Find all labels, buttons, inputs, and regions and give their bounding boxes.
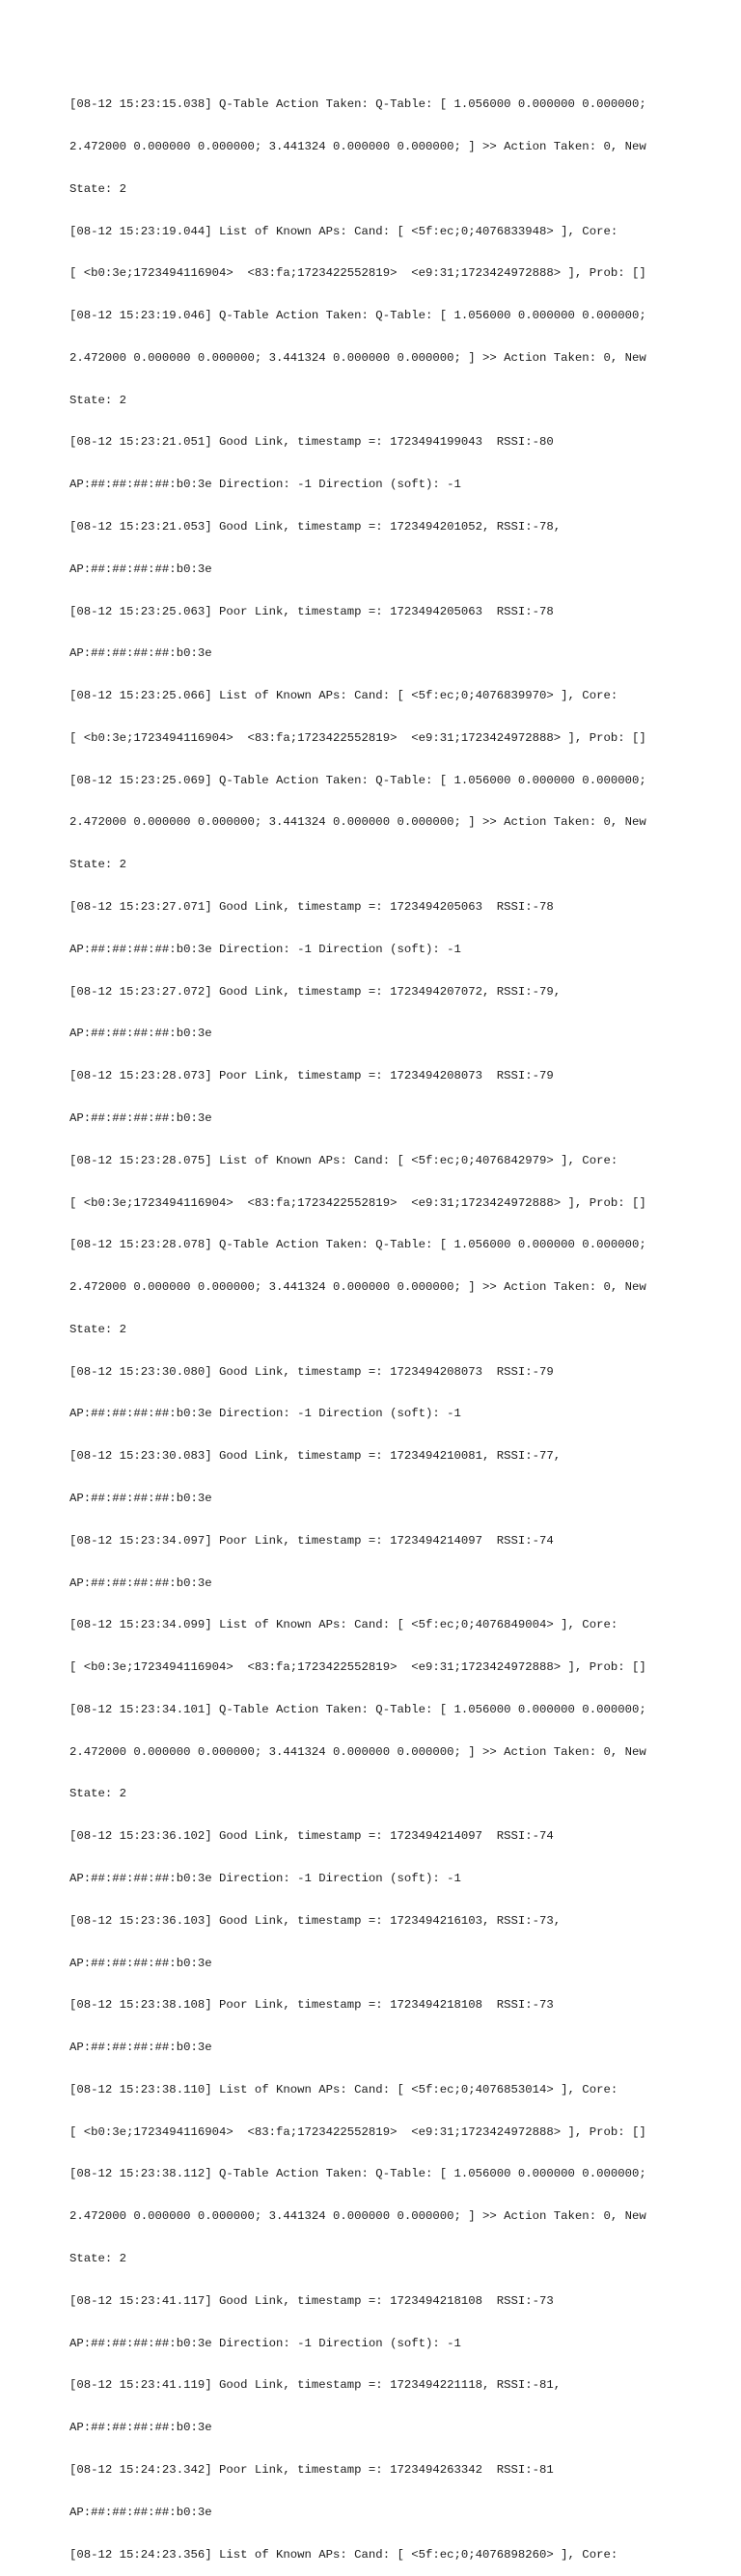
- log-line-15: [08-12 15:23:25.066] List of Known APs: Cand: [ <5f:ec;0;4076839970> ], Core:: [69, 689, 618, 703]
- log-line-29: 2.472000 0.000000 0.000000; 3.441324 0.000000 0.000000; ] >> Action Taken: 0, New: [69, 1280, 646, 1295]
- log-line-56: AP:##:##:##:##:b0:3e: [69, 2421, 212, 2435]
- log-line-3: State: 2: [69, 181, 127, 196]
- log-line-48: [08-12 15:23:38.110] List of Known APs: Cand: [ <5f:ec;0;4076853014> ], Core:: [69, 2082, 618, 2096]
- log-line-37: [08-12 15:23:34.099] List of Known APs: Cand: [ <5f:ec;0;4076849004> ], Core:: [69, 1618, 618, 1632]
- log-line-10: AP:##:##:##:##:b0:3e Direction: -1 Direction (soft): -1: [69, 478, 461, 492]
- log-line-5: [ <b0:3e;1723494116904> <83:fa;1723422552819> <e9:31;1723424972888> ], Prob: []: [69, 266, 646, 281]
- log-line-58: AP:##:##:##:##:b0:3e: [69, 2505, 212, 2519]
- log-line-38: [ <b0:3e;1723494116904> <83:fa;1723422552819> <e9:31;1723424972888> ], Prob: []: [69, 1660, 646, 1675]
- log-document: [69, 69, 687, 2576]
- log-line-55: [08-12 15:23:41.119] Good Link, timestamp =: 1723494221118, RSSI:-81,: [69, 2378, 562, 2393]
- log-line-18: 2.472000 0.000000 0.000000; 3.441324 0.000000 0.000000; ] >> Action Taken: 0, New: [69, 815, 646, 830]
- log-line-33: [08-12 15:23:30.083] Good Link, timestamp =: 1723494210081, RSSI:-77,: [69, 1449, 562, 1464]
- log-line-25: AP:##:##:##:##:b0:3e: [69, 1110, 212, 1125]
- log-line-11: [08-12 15:23:21.053] Good Link, timestamp =: 1723494201052, RSSI:-78,: [69, 520, 562, 534]
- log-line-24: [08-12 15:23:28.073] Poor Link, timestamp =: 1723494208073 RSSI:-79: [69, 1069, 554, 1083]
- log-line-51: 2.472000 0.000000 0.000000; 3.441324 0.000000 0.000000; ] >> Action Taken: 0, New: [69, 2209, 646, 2224]
- log-line-35: [08-12 15:23:34.097] Poor Link, timestamp =: 1723494214097 RSSI:-74: [69, 1533, 554, 1548]
- log-line-21: AP:##:##:##:##:b0:3e Direction: -1 Direction (soft): -1: [69, 942, 461, 956]
- log-line-40: 2.472000 0.000000 0.000000; 3.441324 0.000000 0.000000; ] >> Action Taken: 0, New: [69, 1744, 646, 1759]
- log-line-36: AP:##:##:##:##:b0:3e: [69, 1576, 212, 1590]
- log-line-12: AP:##:##:##:##:b0:3e: [69, 562, 212, 576]
- log-line-2: 2.472000 0.000000 0.000000; 3.441324 0.000000 0.000000; ] >> Action Taken: 0, New: [69, 139, 646, 153]
- log-line-9: [08-12 15:23:21.051] Good Link, timestamp =: 1723494199043 RSSI:-80: [69, 435, 554, 450]
- log-line-22: [08-12 15:23:27.072] Good Link, timestamp =: 1723494207072, RSSI:-79,: [69, 984, 562, 999]
- log-line-13: [08-12 15:23:25.063] Poor Link, timestamp =: 1723494205063 RSSI:-78: [69, 604, 554, 618]
- log-line-32: AP:##:##:##:##:b0:3e Direction: -1 Direction (soft): -1: [69, 1407, 461, 1421]
- log-line-41: State: 2: [69, 1787, 127, 1801]
- log-line-42: [08-12 15:23:36.102] Good Link, timestamp =: 1723494214097 RSSI:-74: [69, 1829, 554, 1844]
- log-line-1: [08-12 15:23:15.038] Q-Table Action Taken: Q-Table: [ 1.056000 0.000000 0.000000;: [69, 97, 646, 112]
- log-line-23: AP:##:##:##:##:b0:3e: [69, 1027, 212, 1041]
- log-line-17: [08-12 15:23:25.069] Q-Table Action Taken: Q-Table: [ 1.056000 0.000000 0.000000;: [69, 773, 646, 787]
- log-line-47: AP:##:##:##:##:b0:3e: [69, 2041, 212, 2055]
- log-line-50: [08-12 15:23:38.112] Q-Table Action Taken: Q-Table: [ 1.056000 0.000000 0.000000;: [69, 2167, 646, 2181]
- log-line-6: [08-12 15:23:19.046] Q-Table Action Taken: Q-Table: [ 1.056000 0.000000 0.000000;: [69, 309, 646, 323]
- log-line-54: AP:##:##:##:##:b0:3e Direction: -1 Direction (soft): -1: [69, 2336, 461, 2350]
- log-line-52: State: 2: [69, 2252, 127, 2266]
- log-line-16: [ <b0:3e;1723494116904> <83:fa;1723422552819> <e9:31;1723424972888> ], Prob: []: [69, 730, 646, 745]
- log-line-30: State: 2: [69, 1322, 127, 1336]
- log-line-27: [ <b0:3e;1723494116904> <83:fa;1723422552819> <e9:31;1723424972888> ], Prob: []: [69, 1195, 646, 1210]
- log-line-44: [08-12 15:23:36.103] Good Link, timestamp =: 1723494216103, RSSI:-73,: [69, 1913, 562, 1928]
- log-line-31: [08-12 15:23:30.080] Good Link, timestamp =: 1723494208073 RSSI:-79: [69, 1364, 554, 1379]
- log-line-43: AP:##:##:##:##:b0:3e Direction: -1 Direction (soft): -1: [69, 1872, 461, 1885]
- log-line-8: State: 2: [69, 393, 127, 407]
- log-line-14: AP:##:##:##:##:b0:3e: [69, 646, 212, 661]
- log-line-53: [08-12 15:23:41.117] Good Link, timestamp =: 1723494218108 RSSI:-73: [69, 2293, 554, 2308]
- log-line-59: [08-12 15:24:23.356] List of Known APs: Cand: [ <5f:ec;0;4076898260> ], Core:: [69, 2547, 618, 2562]
- log-line-45: AP:##:##:##:##:b0:3e: [69, 1956, 212, 1970]
- log-line-46: [08-12 15:23:38.108] Poor Link, timestamp =: 1723494218108 RSSI:-73: [69, 1998, 554, 2013]
- log-line-7: 2.472000 0.000000 0.000000; 3.441324 0.000000 0.000000; ] >> Action Taken: 0, New: [69, 350, 646, 365]
- log-line-57: [08-12 15:24:23.342] Poor Link, timestamp =: 1723494263342 RSSI:-81: [69, 2462, 554, 2477]
- log-line-19: State: 2: [69, 858, 127, 872]
- log-line-34: AP:##:##:##:##:b0:3e: [69, 1491, 212, 1505]
- log-line-39: [08-12 15:23:34.101] Q-Table Action Taken: Q-Table: [ 1.056000 0.000000 0.000000;: [69, 1702, 646, 1716]
- log-line-20: [08-12 15:23:27.071] Good Link, timestamp =: 1723494205063 RSSI:-78: [69, 900, 554, 915]
- log-line-49: [ <b0:3e;1723494116904> <83:fa;1723422552819> <e9:31;1723424972888> ], Prob: []: [69, 2124, 646, 2139]
- log-line-28: [08-12 15:23:28.078] Q-Table Action Taken: Q-Table: [ 1.056000 0.000000 0.000000;: [69, 1238, 646, 1252]
- log-line-4: [08-12 15:23:19.044] List of Known APs: Cand: [ <5f:ec;0;4076833948> ], Core:: [69, 224, 618, 238]
- log-line-26: [08-12 15:23:28.075] List of Known APs: Cand: [ <5f:ec;0;4076842979> ], Core:: [69, 1153, 618, 1167]
